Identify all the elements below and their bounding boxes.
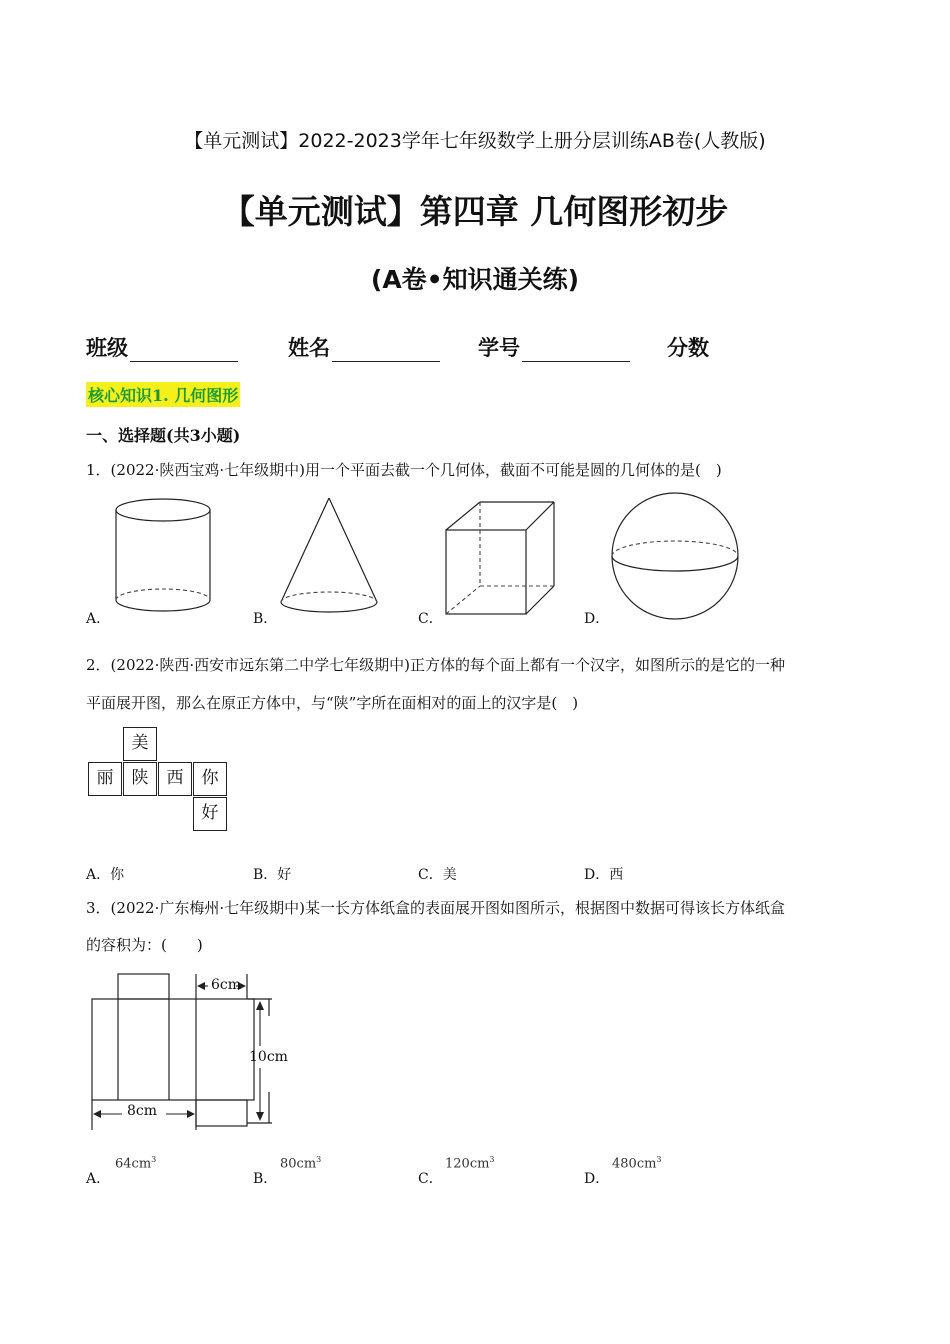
q1-option-d[interactable]: D． bbox=[584, 611, 610, 627]
question-1: 1．(2022·陕西宝鸡·七年级期中)用一个平面去截一个几何体，截面不可能是圆的几何体的是( ) bbox=[86, 461, 722, 479]
q3-option-c-value: $120cm^3$ bbox=[445, 1155, 495, 1172]
section-heading: 一、选择题(共3小题) bbox=[86, 426, 241, 445]
net-cell-bottom: 好 bbox=[193, 797, 227, 831]
q3-option-a-label[interactable]: A． bbox=[86, 1171, 111, 1187]
cube-net-figure bbox=[88, 727, 230, 831]
class-field[interactable]: 班级 bbox=[86, 332, 238, 362]
net-cell: 西 bbox=[158, 762, 192, 796]
sphere-icon bbox=[606, 490, 746, 624]
q1-option-b[interactable]: B． bbox=[253, 611, 278, 627]
name-field[interactable]: 姓名 bbox=[288, 332, 440, 362]
q1-option-c[interactable]: C． bbox=[418, 611, 443, 627]
q2-option-b[interactable]: B．好 bbox=[253, 867, 292, 883]
question-3-line-1: 3．(2022·广东梅州·七年级期中)某一长方体纸盒的表面展开图如图所示，根据图中数据可得该长方体纸盒 bbox=[86, 899, 785, 917]
height-label: 10cm bbox=[249, 1049, 288, 1065]
student-id-field[interactable]: 学号 bbox=[478, 332, 630, 362]
q3-option-b-value: $80cm^3$ bbox=[280, 1155, 322, 1172]
q3-option-d-label[interactable]: D． bbox=[584, 1171, 610, 1187]
volume-subtitle: (A卷•知识通关练) bbox=[370, 265, 580, 294]
length-label: 8cm bbox=[127, 1103, 158, 1119]
q2-option-d[interactable]: D．西 bbox=[584, 867, 624, 883]
q3-option-d-value: $480cm^3$ bbox=[612, 1155, 662, 1172]
q1-option-a[interactable]: A． bbox=[86, 611, 111, 627]
score-field: 分数 bbox=[667, 336, 709, 360]
net-cell: 陕 bbox=[123, 762, 157, 796]
cube-icon bbox=[440, 498, 560, 620]
question-2-line-2: 平面展开图，那么在原正方体中，与“陕”字所在面相对的面上的汉字是( ) bbox=[86, 694, 579, 712]
net-cell-top: 美 bbox=[123, 727, 157, 761]
question-3-line-2: 的容积为：( ) bbox=[86, 936, 203, 954]
topic-highlight: 核心知识1. 几何图形 bbox=[86, 382, 240, 407]
chapter-title: 【单元测试】第四章 几何图形初步 bbox=[221, 192, 729, 231]
net-cell: 你 bbox=[193, 762, 227, 796]
net-cell: 丽 bbox=[88, 762, 122, 796]
width-label: 6cm bbox=[211, 977, 242, 993]
q3-option-a-value: $64cm^3$ bbox=[115, 1155, 157, 1172]
q2-option-c[interactable]: C．美 bbox=[418, 867, 457, 883]
question-2-line-1: 2．(2022·陕西·西安市远东第二中学七年级期中)正方体的每个面上都有一个汉字，如图所示的是它的一种 bbox=[86, 656, 785, 674]
q3-option-b-label[interactable]: B． bbox=[253, 1171, 278, 1187]
q3-option-c-label[interactable]: C． bbox=[418, 1171, 443, 1187]
series-title: 【单元测试】2022-2023学年七年级数学上册分层训练AB卷(人教版) bbox=[184, 130, 766, 152]
cylinder-icon bbox=[108, 496, 218, 618]
q2-option-a[interactable]: A．你 bbox=[86, 867, 125, 883]
cone-icon bbox=[275, 494, 385, 618]
